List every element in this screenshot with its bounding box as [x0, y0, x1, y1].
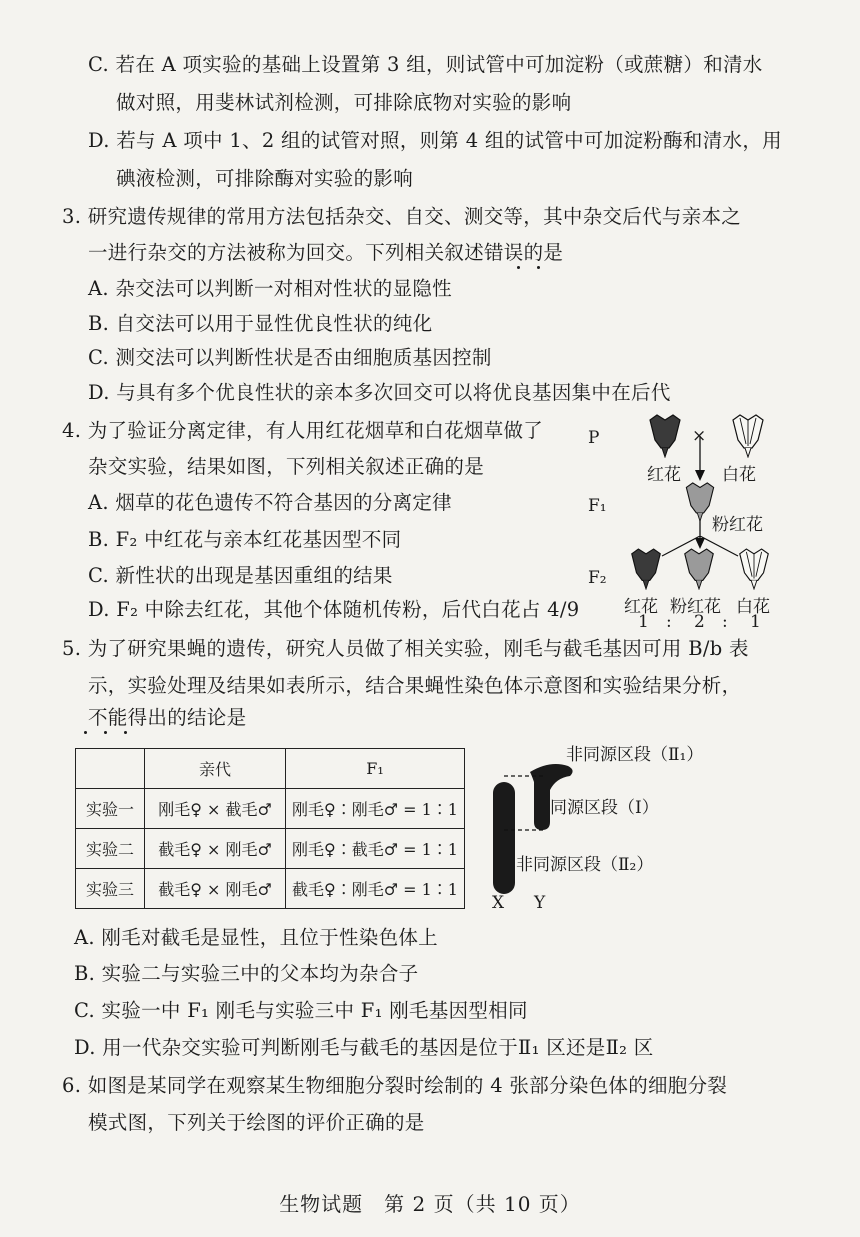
- q4-option-b: B. F₂ 中红花与亲本红花基因型不同: [88, 528, 402, 551]
- q5-stem-line2: 示，实验处理及结果如表所示，结合果蝇性染色体示意图和实验结果分析，: [88, 674, 742, 697]
- region-II1-label: 非同源区段（Ⅱ₁）: [566, 745, 704, 765]
- q5-option-c: C. 实验一中 F₁ 刚毛与实验三中 F₁ 刚毛基因型相同: [74, 999, 528, 1022]
- table-cell: 截毛♀ × 刚毛♂: [145, 829, 286, 869]
- pink-flower-icon: [680, 548, 718, 590]
- ratio-value: 1: [638, 612, 649, 632]
- region-II2-label: 非同源区段（Ⅱ₂）: [516, 855, 654, 875]
- f2-white-label: 白花: [736, 597, 770, 617]
- table-row: [76, 829, 465, 869]
- table-header-cell: F₁: [286, 749, 465, 789]
- white-flower-icon: [728, 414, 768, 458]
- cross-symbol: ×: [692, 426, 707, 446]
- emphasis-dot: [104, 731, 107, 734]
- table-cell: 刚毛♀∶刚毛♂ = 1∶1: [286, 789, 465, 829]
- q3-option-d: D. 与具有多个优良性状的亲本多次回交可以将优良基因集中在后代: [88, 381, 671, 404]
- white-flower-icon: [735, 548, 773, 590]
- emphasis-dot: [84, 731, 87, 734]
- f1-pink-label: 粉红花: [712, 515, 763, 535]
- q3-option-b: B. 自交法可以用于显性优良性状的纯化: [88, 312, 433, 335]
- q5-option-a: A. 刚毛对截毛是显性，且位于性染色体上: [74, 926, 438, 949]
- f2-generation-label: F₂: [588, 568, 607, 588]
- q5-stem-line3: 不能得出的结论是: [88, 706, 247, 729]
- table-cell: 截毛♀ × 刚毛♂: [145, 869, 286, 909]
- red-flower-icon: [627, 548, 665, 590]
- table-row: [76, 869, 465, 909]
- page-footer: 生物试题 第 2 页（共 10 页）: [279, 1192, 581, 1216]
- ratio-value: 2: [694, 612, 705, 632]
- ratio-separator: :: [722, 612, 728, 632]
- f2-red-label: 红花: [624, 597, 658, 617]
- q3-stem-line1: 3. 研究遗传规律的常用方法包括杂交、自交、测交等，其中杂交后代与亲本之: [62, 205, 742, 228]
- ratio-value: 1: [750, 612, 761, 632]
- y-chromosome-label: Y: [534, 893, 546, 913]
- experiment-table: [75, 748, 465, 909]
- emphasis-dot: [517, 266, 520, 269]
- red-flower-icon: [645, 414, 685, 458]
- parent-red-label: 红花: [647, 465, 681, 485]
- homologous-bracket-lines: [494, 772, 548, 834]
- table-row: [76, 789, 465, 829]
- table-cell: 实验二: [76, 829, 145, 869]
- q4-stem-line2: 杂交实验，结果如图，下列相关叙述正确的是: [88, 455, 485, 478]
- table-header-row: [76, 749, 465, 789]
- ratio-separator: :: [666, 612, 672, 632]
- q4-option-d: D. F₂ 中除去红花，其他个体随机传粉，后代白花占 4/9: [88, 598, 580, 621]
- q5-option-d: D. 用一代杂交实验可判断刚毛与截毛的基因是位于Ⅱ₁ 区还是Ⅱ₂ 区: [74, 1036, 654, 1059]
- region-I-label: 同源区段（Ⅰ）: [550, 798, 659, 818]
- q3-stem-line2: 一进行杂交的方法被称为回交。下列相关叙述错误的是: [88, 241, 564, 264]
- table-cell: 刚毛♀ × 截毛♂: [145, 789, 286, 829]
- q2-option-c-line2: 做对照，用斐林试剂检测，可排除底物对实验的影响: [116, 91, 572, 114]
- table-header-cell: [76, 749, 145, 789]
- emphasis-dot: [537, 266, 540, 269]
- emphasis-dot: [124, 731, 127, 734]
- p-generation-label: P: [588, 428, 600, 448]
- q6-stem-line1: 6. 如图是某同学在观察某生物细胞分裂时绘制的 4 张部分染色体的细胞分裂: [62, 1074, 728, 1097]
- q4-option-a: A. 烟草的花色遗传不符合基因的分离定律: [88, 491, 452, 514]
- parent-white-label: 白花: [722, 465, 756, 485]
- down-arrow-icon: [690, 436, 710, 482]
- q3-option-c: C. 测交法可以判断性状是否由细胞质基因控制: [88, 346, 492, 369]
- q4-option-c: C. 新性状的出现是基因重组的结果: [88, 564, 393, 587]
- q2-option-d-line2: 碘液检测，可排除酶对实验的影响: [116, 167, 414, 190]
- q2-option-c-line1: C. 若在 A 项实验的基础上设置第 3 组，则试管中可加淀粉（或蔗糖）和清水: [88, 53, 763, 76]
- f1-generation-label: F₁: [588, 496, 607, 516]
- q5-option-b: B. 实验二与实验三中的父本均为杂合子: [74, 962, 419, 985]
- q5-stem-line1: 5. 为了研究果蝇的遗传，研究人员做了相关实验，刚毛与截毛基因可用 B/b 表: [62, 637, 749, 660]
- x-chromosome-label: X: [492, 893, 505, 913]
- table-header-cell: 亲代: [145, 749, 286, 789]
- q6-stem-line2: 模式图，下列关于绘图的评价正确的是: [88, 1111, 425, 1134]
- table-cell: 刚毛♀∶截毛♂ = 1∶1: [286, 829, 465, 869]
- table-cell: 截毛♀∶刚毛♂ = 1∶1: [286, 869, 465, 909]
- table-cell: 实验一: [76, 789, 145, 829]
- q2-option-d-line1: D. 若与 A 项中 1、2 组的试管对照，则第 4 组的试管中可加淀粉酶和清水，用: [88, 129, 782, 152]
- table-cell: 实验三: [76, 869, 145, 909]
- q3-option-a: A. 杂交法可以判断一对相对性状的显隐性: [88, 277, 452, 300]
- q4-stem-line1: 4. 为了验证分离定律，有人用红花烟草和白花烟草做了: [62, 419, 544, 442]
- f2-pink-label: 粉红花: [670, 597, 721, 617]
